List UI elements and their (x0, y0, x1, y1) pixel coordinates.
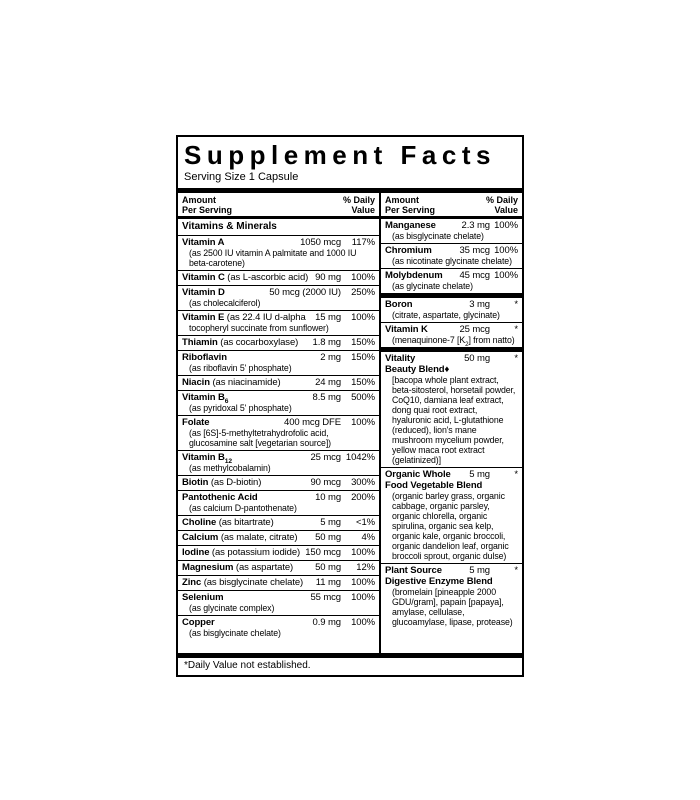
amount-per-serving-header (385, 195, 435, 215)
columns-area (178, 193, 522, 653)
right-column (381, 193, 522, 653)
nutrient-daily-value: 100% (351, 617, 375, 628)
nutrient-amount: 25 mcg (310, 452, 341, 463)
nutrient-name-line2: Beauty Blend♦ (385, 364, 450, 375)
nutrient-amount: 5 mg (469, 565, 490, 576)
nutrient-daily-value: 150% (351, 337, 375, 348)
serving-size: Serving Size 1 Capsule (184, 171, 299, 183)
nutrient-source-note: (as riboflavin 5' phosphate) (189, 363, 292, 373)
header-dv-line1: % Daily (485, 195, 518, 205)
nutrient-daily-value: 1042% (345, 452, 375, 463)
nutrient-daily-value: 4% (361, 532, 375, 543)
header-dv-line2: Value (494, 205, 518, 215)
nutrient-amount: 5 mg (469, 469, 490, 480)
nutrient-source-note: (as bisglycinate chelate) (189, 628, 281, 638)
nutrient-daily-value: 117% (351, 237, 375, 248)
nutrient-daily-value: 500% (351, 392, 375, 403)
nutrient-daily-value: * (514, 299, 518, 310)
nutrient-name: Organic Whole (385, 469, 451, 480)
nutrient-amount: 1050 mcg (300, 237, 341, 248)
nutrient-source-note: (as pyridoxal 5' phosphate) (189, 403, 292, 413)
nutrient-daily-value: 100% (351, 577, 375, 588)
nutrient-source-note: [bacopa whole plant extract, beta-sitosterol, horsetail powder, CoQ10, damiana leaf extract, dong quai root extract, hyaluronic acid, L-glutathione (reduced), lion's mane mushroom mycelium powder, yellow maca root extract (gelatinized)] (392, 375, 516, 465)
nutrient-amount: 3 mg (469, 299, 490, 310)
nutrient-inline-note: (as cocarboxylase) (220, 337, 299, 348)
nutrient-name: Zinc (as bisglycinate chelate) (182, 577, 304, 588)
nutrient-name: Vitamin K (385, 324, 428, 335)
nutrient-amount: 50 mg (315, 562, 341, 573)
nutrient-name-line2: Digestive Enzyme Blend (385, 576, 493, 587)
nutrient-amount: 55 mcg (310, 592, 341, 603)
nutrient-name: Biotin (as D-biotin) (182, 477, 262, 488)
nutrient-name: Vitality (385, 353, 416, 364)
daily-value-header (486, 195, 518, 215)
nutrient-amount: 0.9 mg (312, 617, 341, 628)
nutrient-inline-note: (as bisglycinate chelate) (203, 577, 304, 588)
nutrient-amount: 90 mg (315, 272, 341, 283)
nutrient-amount: 2 mg (320, 352, 341, 363)
nutrient-row-organic-whole (381, 468, 522, 564)
nutrient-name: Manganese (385, 220, 436, 231)
nutrient-row-vitamin-b-12 (178, 451, 379, 476)
nutrient-daily-value: 200% (351, 492, 375, 503)
nutrient-amount: 50 mcg (2000 IU) (269, 287, 341, 298)
nutrient-daily-value: 150% (351, 377, 375, 388)
nutrient-inline-note: (as niacinamide) (212, 377, 281, 388)
nutrient-source-note: (as methylcobalamin) (189, 463, 271, 473)
nutrient-inline-note: (as D-biotin) (210, 477, 262, 488)
nutrient-inline-note: (as bitartrate) (218, 517, 274, 528)
nutrient-name: Thiamin (as cocarboxylase) (182, 337, 299, 348)
amount-per-serving-header (182, 195, 232, 215)
header-amount-line1: Amount (182, 195, 216, 205)
nutrient-name: Pantothenic Acid (182, 492, 258, 503)
nutrient-amount: 25 mcg (459, 324, 490, 335)
nutrient-row-pantothenic-acid (178, 491, 379, 516)
nutrient-inline-note: (as 22.4 IU d-alpha (226, 312, 306, 323)
nutrient-source-note: tocopheryl succinate from sunflower) (189, 323, 329, 333)
nutrient-row-vitamin-e (178, 311, 379, 336)
nutrient-name: Folate (182, 417, 210, 428)
nutrient-name: Vitamin D (182, 287, 225, 298)
nutrient-amount: 35 mcg (459, 245, 490, 256)
nutrient-row-folate (178, 416, 379, 451)
nutrient-daily-value: 150% (351, 352, 375, 363)
nutrient-amount: 8.5 mg (312, 392, 341, 403)
nutrient-row-choline (178, 516, 379, 531)
daily-value-footnote: *Daily Value not established. (184, 660, 311, 671)
header-dv-line2: Value (351, 205, 375, 215)
nutrient-daily-value: 100% (351, 417, 375, 428)
nutrient-name: Iodine (as potassium iodide) (182, 547, 301, 558)
nutrient-name: Choline (as bitartrate) (182, 517, 274, 528)
nutrient-amount: 5 mg (320, 517, 341, 528)
nutrient-name: Copper (182, 617, 215, 628)
nutrient-amount: 50 mg (464, 353, 490, 364)
nutrient-row-calcium (178, 531, 379, 546)
nutrient-amount: 10 mg (315, 492, 341, 503)
nutrient-row-plant-source (381, 564, 522, 629)
nutrient-name: Calcium (as malate, citrate) (182, 532, 298, 543)
nutrient-row-magnesium (178, 561, 379, 576)
nutrient-row-vitamin-b-6 (178, 391, 379, 416)
nutrient-name: Chromium (385, 245, 432, 256)
nutrient-name-line2: Food Vegetable Blend (385, 480, 483, 491)
panel-title: Supplement Facts (184, 140, 496, 170)
nutrient-amount: 2.3 mg (461, 220, 490, 231)
nutrient-amount: 45 mcg (459, 270, 490, 281)
nutrient-source-note: (as calcium D-pantothenate) (189, 503, 297, 513)
nutrient-row-riboflavin (178, 351, 379, 376)
nutrient-source-note: (as bisglycinate chelate) (392, 231, 484, 241)
nutrient-name: Vitamin $B_{12}$ (182, 452, 232, 465)
nutrient-amount: 24 mg (315, 377, 341, 388)
nutrient-amount: 15 mg (315, 312, 341, 323)
nutrient-name: Vitamin C (as L-ascorbic acid) (182, 272, 309, 283)
nutrient-daily-value: 100% (494, 270, 518, 281)
nutrient-source-note: (as [6S]-5-methyltetrahydrofolic acid, glucosamine salt [vegetarian source]) (189, 428, 332, 448)
nutrient-daily-value: * (514, 353, 518, 364)
nutrient-row-zinc (178, 576, 379, 591)
nutrient-name: Vitamin A (182, 237, 225, 248)
nutrient-name: Niacin (as niacinamide) (182, 377, 281, 388)
nutrient-source-note: (as 2500 IU vitamin A palmitate and 1000 IU beta-carotene) (189, 248, 357, 268)
nutrient-row-niacin (178, 376, 379, 391)
header-amount-line1: Amount (385, 195, 419, 205)
nutrient-amount: 150 mcg (305, 547, 341, 558)
nutrient-inline-note: (as malate, citrate) (220, 532, 298, 543)
nutrient-amount: 90 mcg (310, 477, 341, 488)
nutrient-row-manganese (381, 219, 522, 244)
nutrient-amount: 1.8 mg (312, 337, 341, 348)
nutrient-name: Vitamin E (as 22.4 IU d-alpha (182, 312, 306, 323)
nutrient-name: Boron (385, 299, 413, 310)
nutrient-daily-value: 300% (351, 477, 375, 488)
nutrient-daily-value: 100% (494, 245, 518, 256)
header-amount-line2: Per Serving (385, 205, 436, 215)
nutrient-daily-value: 100% (351, 312, 375, 323)
nutrient-source-note: (bromelain [pineapple 2000 GDU/gram], papain [papaya], amylase, cellulase, glucoamylase, lipase, protease) (392, 587, 513, 627)
nutrient-daily-value: 100% (351, 272, 375, 283)
right-rows (381, 219, 522, 629)
section-title-vitamins-minerals: Vitamins & Minerals (178, 219, 379, 236)
nutrient-name: Magnesium (as aspartate) (182, 562, 294, 573)
nutrient-inline-note: (as aspartate) (235, 562, 294, 573)
nutrient-row-vitamin-k (381, 323, 522, 347)
nutrient-name: Riboflavin (182, 352, 227, 363)
nutrient-source-note: (as glycinate chelate) (392, 281, 473, 291)
nutrient-row-thiamin (178, 336, 379, 351)
nutrient-source-note: (menaquinone-7 $[K_2]$ from natto) (392, 335, 515, 348)
left-rows (178, 236, 379, 640)
header-dv-line1: % Daily (342, 195, 375, 205)
left-column (178, 193, 379, 653)
left-column-header (178, 193, 379, 219)
nutrient-row-vitamin-d (178, 286, 379, 311)
nutrient-row-copper (178, 616, 379, 640)
nutrient-row-chromium (381, 244, 522, 269)
nutrient-source-note: (citrate, aspartate, glycinate) (392, 310, 500, 320)
nutrient-daily-value: 100% (351, 592, 375, 603)
nutrient-daily-value: <1% (356, 517, 375, 528)
nutrient-daily-value: * (514, 469, 518, 480)
nutrient-daily-value: 12% (356, 562, 375, 573)
nutrient-daily-value: 250% (351, 287, 375, 298)
nutrient-source-note: (organic barley grass, organic cabbage, organic parsley, organic chlorella, organic spirulina, organic sea kelp, organic kale, organic broccoli, organic dandelion leaf, organic broccoli sprout, organic dulse) (392, 491, 509, 561)
nutrient-row-iodine (178, 546, 379, 561)
supplement-facts-panel (176, 135, 524, 677)
nutrient-daily-value: * (514, 565, 518, 576)
daily-value-header (343, 195, 375, 215)
nutrient-row-selenium (178, 591, 379, 616)
nutrient-amount: 50 mg (315, 532, 341, 543)
nutrient-source-note: (as cholecalciferol) (189, 298, 261, 308)
nutrient-name: Molybdenum (385, 270, 443, 281)
nutrient-daily-value: 100% (351, 547, 375, 558)
nutrient-inline-note: (as potassium iodide) (211, 547, 301, 558)
nutrient-row-molybdenum (381, 269, 522, 293)
nutrient-inline-note: (as L-ascorbic acid) (227, 272, 309, 283)
nutrient-daily-value: 100% (494, 220, 518, 231)
right-column-header (381, 193, 522, 219)
nutrient-name: Vitamin $B_6$ (182, 392, 229, 405)
nutrient-row-vitamin-c (178, 271, 379, 286)
nutrient-row-biotin (178, 476, 379, 491)
nutrient-row-vitality (381, 352, 522, 468)
nutrient-row-vitamin-a (178, 236, 379, 271)
nutrient-name: Selenium (182, 592, 224, 603)
nutrient-amount: 11 mg (315, 577, 341, 588)
nutrient-source-note: (as glycinate complex) (189, 603, 275, 613)
nutrient-source-note: (as nicotinate glycinate chelate) (392, 256, 512, 266)
nutrient-amount: 400 mcg DFE (284, 417, 341, 428)
nutrient-daily-value: * (514, 324, 518, 335)
header-amount-line2: Per Serving (182, 205, 233, 215)
nutrient-row-boron (381, 298, 522, 323)
nutrient-name: Plant Source (385, 565, 442, 576)
